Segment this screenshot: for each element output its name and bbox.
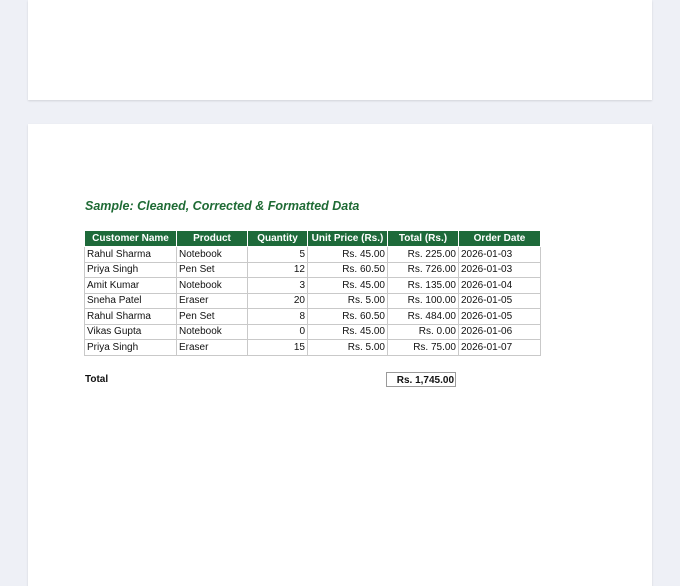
cell-total: Rs. 726.00	[388, 262, 459, 278]
cell-total: Rs. 0.00	[388, 324, 459, 340]
current-page	[28, 124, 652, 586]
table-row	[85, 309, 541, 325]
cell-product: Pen Set	[177, 309, 248, 325]
cell-customer-name: Sneha Patel	[85, 293, 177, 309]
cell-total: Rs. 100.00	[388, 293, 459, 309]
table-row	[85, 324, 541, 340]
table-header-row	[85, 231, 541, 247]
previous-page	[28, 0, 652, 100]
cell-unit-price: Rs. 45.00	[308, 278, 388, 294]
cell-unit-price: Rs. 60.50	[308, 309, 388, 325]
table-row	[85, 247, 541, 263]
total-label: Total	[85, 374, 109, 385]
cell-order-date: 2026-01-05	[459, 293, 541, 309]
header-order-date: Order Date	[459, 231, 541, 247]
document-title: Sample: Cleaned, Corrected & Formatted Data	[85, 199, 360, 213]
cell-total: Rs. 135.00	[388, 278, 459, 294]
cell-order-date: 2026-01-04	[459, 278, 541, 294]
cell-unit-price: Rs. 60.50	[308, 262, 388, 278]
cell-product: Notebook	[177, 324, 248, 340]
cell-product: Pen Set	[177, 262, 248, 278]
table-row	[85, 278, 541, 294]
table-row	[85, 340, 541, 356]
cell-product: Eraser	[177, 293, 248, 309]
cell-customer-name: Priya Singh	[85, 262, 177, 278]
cell-order-date: 2026-01-06	[459, 324, 541, 340]
cell-customer-name: Priya Singh	[85, 340, 177, 356]
cell-order-date: 2026-01-05	[459, 309, 541, 325]
table-row	[85, 293, 541, 309]
cell-product: Notebook	[177, 247, 248, 263]
header-customer-name: Customer Name	[85, 231, 177, 247]
cell-customer-name: Vikas Gupta	[85, 324, 177, 340]
header-unit-price: Unit Price (Rs.)	[308, 231, 388, 247]
table-row	[85, 262, 541, 278]
cell-customer-name: Rahul Sharma	[85, 247, 177, 263]
cell-order-date: 2026-01-03	[459, 247, 541, 263]
cell-total: Rs. 225.00	[388, 247, 459, 263]
cell-quantity: 5	[248, 247, 308, 263]
cell-unit-price: Rs. 45.00	[308, 324, 388, 340]
cell-quantity: 0	[248, 324, 308, 340]
cell-unit-price: Rs. 5.00	[308, 293, 388, 309]
cell-quantity: 3	[248, 278, 308, 294]
cell-order-date: 2026-01-03	[459, 262, 541, 278]
cell-product: Notebook	[177, 278, 248, 294]
header-total: Total (Rs.)	[388, 231, 459, 247]
cell-unit-price: Rs. 45.00	[308, 247, 388, 263]
cell-customer-name: Rahul Sharma	[85, 309, 177, 325]
header-product: Product	[177, 231, 248, 247]
cell-unit-price: Rs. 5.00	[308, 340, 388, 356]
cell-quantity: 20	[248, 293, 308, 309]
cell-customer-name: Amit Kumar	[85, 278, 177, 294]
total-value: Rs. 1,745.00	[386, 372, 456, 387]
cell-quantity: 15	[248, 340, 308, 356]
cell-total: Rs. 484.00	[388, 309, 459, 325]
header-quantity: Quantity	[248, 231, 308, 247]
cell-total: Rs. 75.00	[388, 340, 459, 356]
data-table	[84, 230, 541, 356]
cell-product: Eraser	[177, 340, 248, 356]
cell-quantity: 12	[248, 262, 308, 278]
cell-order-date: 2026-01-07	[459, 340, 541, 356]
cell-quantity: 8	[248, 309, 308, 325]
